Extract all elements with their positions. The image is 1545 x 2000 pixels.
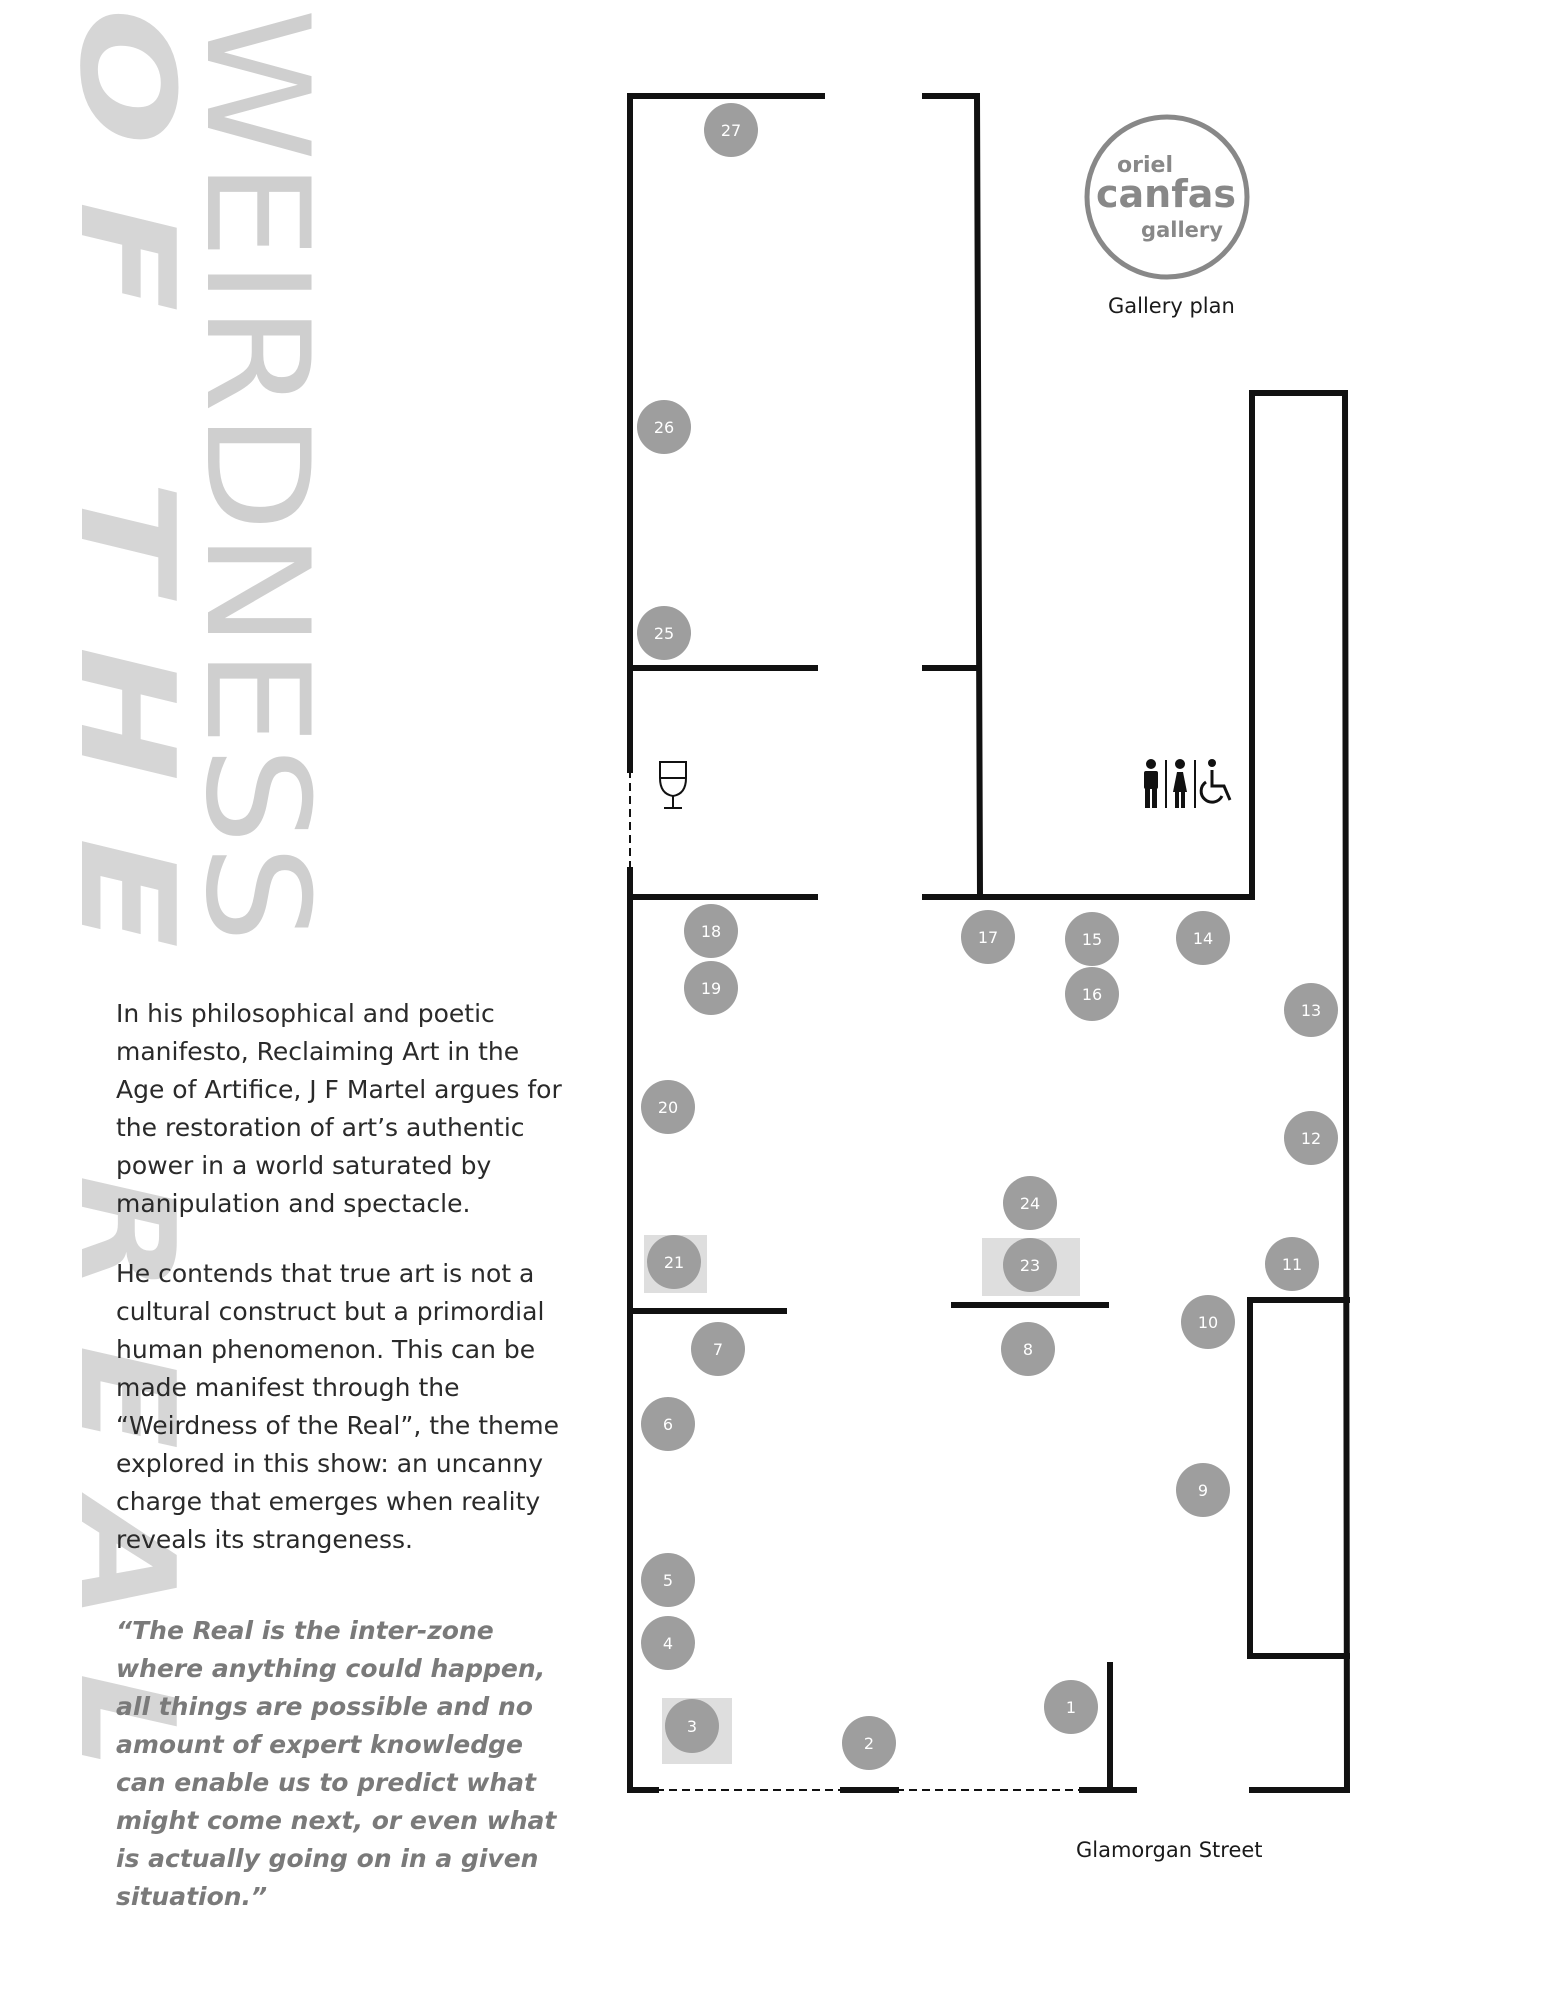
artwork-marker-label-1: 1 [1065, 1698, 1077, 1717]
quote: “The Real is the inter-zone where anything could happen, all things are possible and no amount of expert knowledge can enable us to predict what might come next, or even what is actually going on in a given situation.” [116, 1616, 557, 1911]
artwork-marker-label-3: 3 [686, 1717, 698, 1736]
logo-canfas: canfas [1095, 172, 1237, 216]
gallery-logo [1087, 117, 1247, 277]
logo-oriel: oriel [1117, 153, 1173, 178]
artwork-marker-label-13: 13 [1300, 1001, 1322, 1020]
artwork-marker-label-12: 12 [1300, 1129, 1322, 1148]
artwork-marker-label-20: 20 [657, 1098, 679, 1117]
plan-caption: Gallery plan [1108, 294, 1235, 318]
artwork-marker-label-6: 6 [662, 1415, 674, 1434]
artwork-marker-label-16: 16 [1081, 985, 1103, 1004]
artwork-marker-label-9: 9 [1197, 1481, 1209, 1500]
artwork-markers [637, 103, 1338, 1770]
artwork-marker-label-21: 21 [663, 1253, 685, 1272]
artwork-marker-label-15: 15 [1081, 930, 1103, 949]
artwork-marker-label-5: 5 [662, 1571, 674, 1590]
artwork-marker-label-19: 19 [700, 979, 722, 998]
female-toilet-icon [1173, 759, 1187, 808]
logo-gallery: gallery [1141, 218, 1223, 242]
wine-glass-icon [660, 762, 686, 808]
artwork-marker-label-2: 2 [863, 1734, 875, 1753]
male-toilet-icon [1144, 759, 1158, 808]
title-real: R E A L [51, 1175, 203, 1684]
intro-paragraph-2: He contends that true art is not a cultural construct but a primordial human phenomenon. This can be made manifest through the “Weirdness of the Real”, the theme explored in this show: an uncanny charge that emerges when reality reveals its strangeness. [116, 1259, 559, 1554]
artwork-marker-label-14: 14 [1192, 929, 1214, 948]
artwork-marker-label-24: 24 [1019, 1194, 1041, 1213]
artwork-marker-label-8: 8 [1022, 1340, 1034, 1359]
artwork-marker-label-26: 26 [653, 418, 675, 437]
street-label: Glamorgan Street [1076, 1838, 1263, 1862]
highlight-zones [644, 1235, 1080, 1764]
artwork-marker-label-23: 23 [1019, 1256, 1041, 1275]
artwork-marker-label-25: 25 [653, 624, 675, 643]
artwork-marker-label-4: 4 [662, 1634, 674, 1653]
title-of-the: O F T H E [51, 8, 203, 766]
artwork-marker-label-27: 27 [720, 121, 742, 140]
artwork-marker-label-7: 7 [712, 1340, 724, 1359]
intro-paragraph-1: In his philosophical and poetic manifesto, Reclaiming Art in the Age of Artifice, J F Martel argues for the restoration of art’s authentic power in a world saturated by manipulation and spectacle. [116, 999, 562, 1218]
artwork-marker-label-18: 18 [700, 922, 722, 941]
accessible-toilet-icon [1201, 759, 1230, 802]
artwork-marker-label-17: 17 [977, 928, 999, 947]
artwork-marker-label-11: 11 [1281, 1255, 1303, 1274]
artwork-marker-label-10: 10 [1197, 1313, 1219, 1332]
title-weirdness: WEIRDNESS [174, 8, 339, 865]
